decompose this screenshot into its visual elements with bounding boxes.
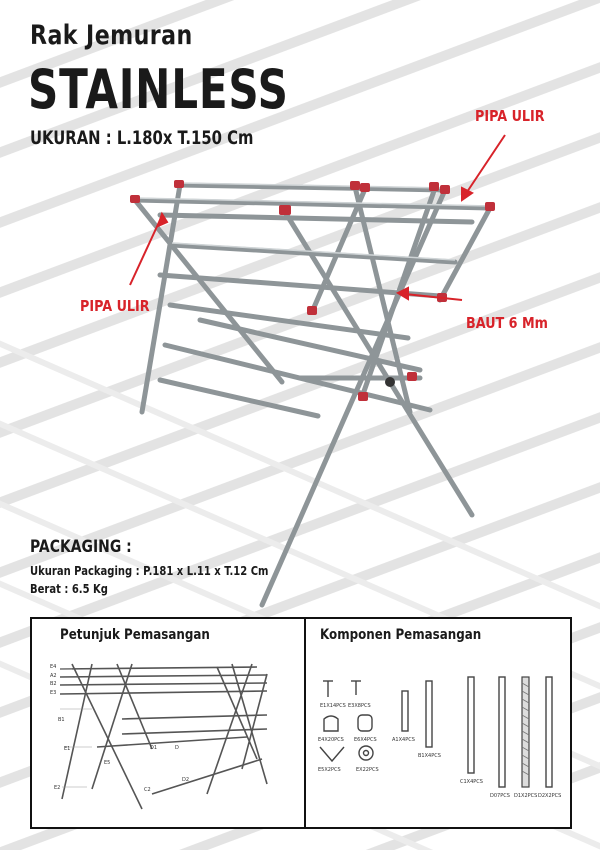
label-b1: B1 — [58, 717, 65, 723]
assembly-diagram — [32, 619, 304, 827]
part-d0: D07PCS — [490, 793, 510, 799]
label-e5: E5 — [104, 760, 111, 766]
packaging-dimensions: Ukuran Packaging : P.181 x L.11 x T.12 Cm — [30, 563, 269, 578]
label-d: D — [175, 745, 179, 751]
packaging-weight: Berat : 6.5 Kg — [30, 581, 108, 596]
product-title-line1: Rak Jemuran — [30, 20, 193, 51]
label-a2: A2 — [50, 673, 57, 679]
part-e1: E1X14PCS — [320, 703, 346, 709]
label-e4: E4 — [50, 664, 57, 670]
part-d2: D2X2PCS — [538, 793, 562, 799]
label-b2: B2 — [50, 681, 57, 687]
label-d2: D2 — [182, 777, 190, 783]
components-title: Komponen Pemasangan — [320, 627, 482, 643]
part-b1: B1X4PCS — [418, 753, 441, 759]
part-e4: E4X20PCS — [318, 737, 344, 743]
part-c1: C1X4PCS — [460, 779, 483, 785]
packaging-title: PACKAGING : — [30, 537, 132, 557]
part-e3: E3X8PCS — [348, 703, 371, 709]
label-e1: E1 — [64, 746, 71, 752]
assembly-instructions-panel — [30, 617, 306, 829]
callout-pipa-ulir-right: PIPA ULIR — [475, 107, 545, 125]
part-e6: E6X4PCS — [354, 737, 377, 743]
part-ex2: EX22PCS — [356, 767, 379, 773]
part-a1: A1X4PCS — [392, 737, 415, 743]
label-e3: E3 — [50, 690, 57, 696]
callout-pipa-ulir-left: PIPA ULIR — [80, 297, 150, 315]
label-d1: D1 — [150, 745, 158, 751]
callout-baut: BAUT 6 Mm — [466, 314, 548, 332]
label-c2: C2 — [144, 787, 151, 793]
part-d1: D1X2PCS — [514, 793, 538, 799]
components-diagram — [306, 619, 570, 827]
product-title-line2: STAINLESS — [28, 58, 289, 121]
components-panel — [304, 617, 572, 829]
assembly-title: Petunjuk Pemasangan — [60, 627, 210, 643]
product-size: UKURAN : L.180x T.150 Cm — [30, 127, 254, 149]
part-e5: E5X2PCS — [318, 767, 341, 773]
label-e2: E2 — [54, 785, 61, 791]
